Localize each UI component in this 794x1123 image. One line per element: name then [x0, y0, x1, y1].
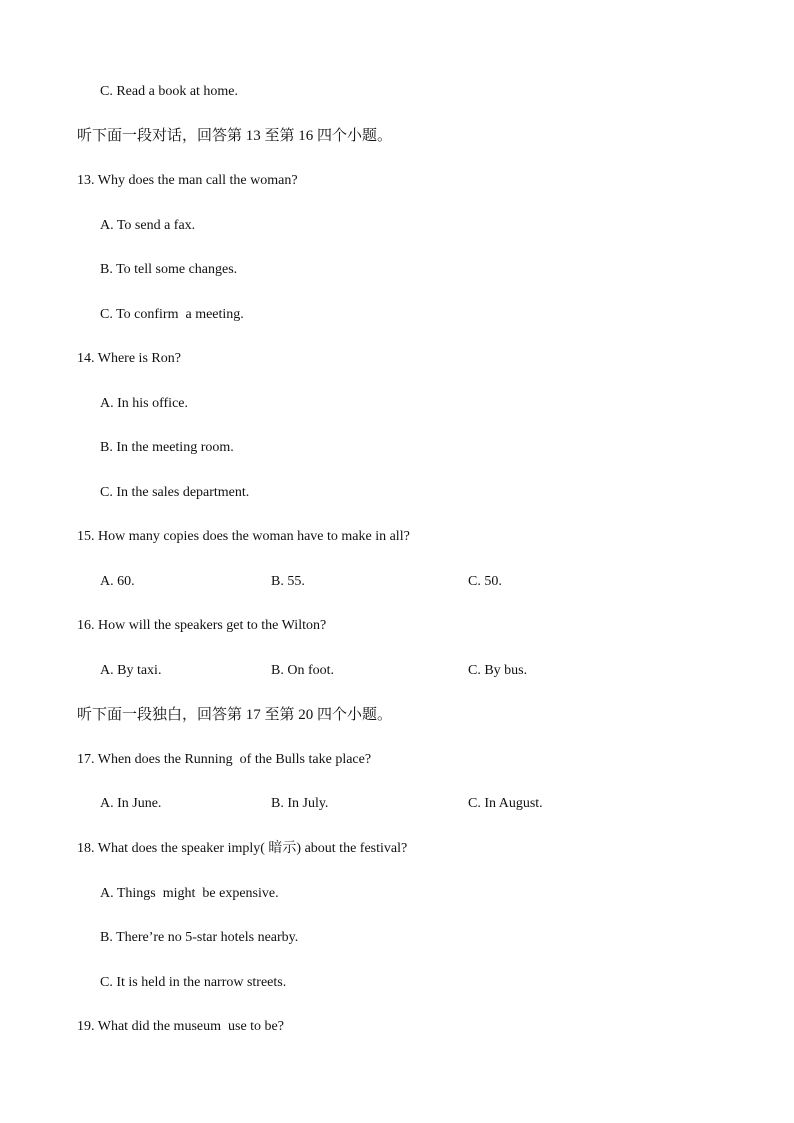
- question-14-option-b: B. In the meeting room.: [100, 440, 234, 455]
- section-instruction-dialogue: 听下面一段对话，回答第 13 至第 16 四个小题。: [77, 128, 393, 144]
- question-17: 17. When does the Running of the Bulls take place?: [77, 752, 372, 767]
- option-c-prev: C. Read a book at home.: [100, 84, 239, 99]
- question-16-option-b: B. On foot.: [271, 663, 334, 678]
- question-14-option-c: C. In the sales department.: [100, 485, 250, 500]
- question-13-option-c: C. To confirm a meeting.: [100, 307, 244, 322]
- question-15-option-a: A. 60.: [100, 574, 135, 589]
- question-15-option-c: C. 50.: [468, 574, 502, 589]
- question-15-option-b: B. 55.: [271, 574, 305, 589]
- question-15: 15. How many copies does the woman have to make in all?: [77, 529, 410, 544]
- question-17-option-b: B. In July.: [271, 796, 329, 811]
- question-16-option-c: C. By bus.: [468, 663, 528, 678]
- question-18-option-b: B. There’re no 5-star hotels nearby.: [100, 930, 299, 945]
- question-16: 16. How will the speakers get to the Wilton?: [77, 618, 327, 633]
- question-18: 18. What does the speaker imply( 暗示) about the festival?: [77, 841, 408, 856]
- question-16-option-a: A. By taxi.: [100, 663, 162, 678]
- question-13-option-a: A. To send a fax.: [100, 218, 196, 233]
- question-18-option-a: A. Things might be expensive.: [100, 886, 279, 901]
- section-instruction-monologue: 听下面一段独白，回答第 17 至第 20 四个小题。: [77, 707, 393, 723]
- question-14: 14. Where is Ron?: [77, 351, 181, 366]
- question-13: 13. Why does the man call the woman?: [77, 173, 298, 188]
- question-17-option-c: C. In August.: [468, 796, 543, 811]
- question-17-option-a: A. In June.: [100, 796, 162, 811]
- question-14-option-a: A. In his office.: [100, 396, 188, 411]
- question-18-option-c: C. It is held in the narrow streets.: [100, 975, 287, 990]
- question-19: 19. What did the museum use to be?: [77, 1019, 284, 1034]
- question-13-option-b: B. To tell some changes.: [100, 262, 238, 277]
